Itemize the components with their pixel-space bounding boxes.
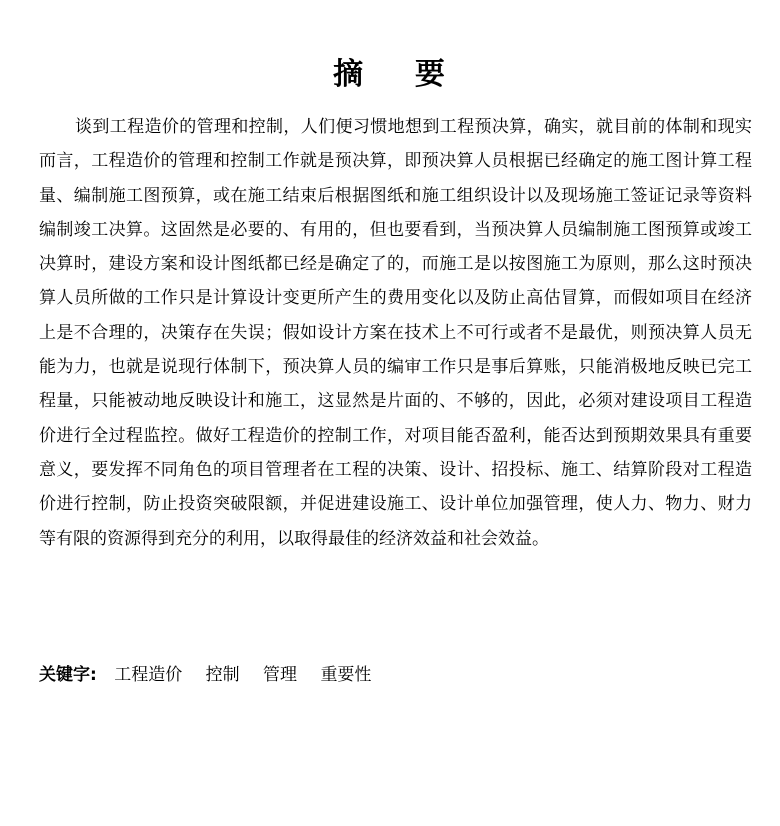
keywords-line	[39, 661, 752, 689]
keyword-item: 重要性	[320, 665, 372, 685]
abstract-title: 摘 要	[333, 57, 447, 92]
keywords-label: 关键字:	[39, 665, 97, 685]
keyword-item: 控制	[205, 665, 240, 685]
keyword-item: 工程造价	[114, 665, 183, 685]
abstract-body: 谈到工程造价的管理和控制，人们便习惯地想到工程预决算，确实，就目前的体制和现实而言，工程造价的管理和控制工作就是预决算，即预决算人员根据已经确定的施工图计算工程量、编制施工图预算，或在施工结束后根据图纸和施工组织设计以及现场施工签证记录等资料编制竣工决算。这固然是必要的、有用的，但也要看到，当预决算人员编制施工图预算或竣工决算时，建设方案和设计图纸都已经是确定了的，而施工是以按图施工为原则，那么这时预决算人员所做的工作只是计算设计变更所产生的费用变化以及防止高估冒算，而假如项目在经济上是不合理的，决策存在失误；假如设计方案在技术上不可行或者不是最优，则预决算人员无能为力，也就是说现行体制下，预决算人员的编审工作只是事后算账，只能消极地反映已完工程量，只能被动地反映设计和施工，这显然是片面的、不够的，因此，必须对建设项目工程造价进行全过程监控。做好工程造价的控制工作，对项目能否盈利，能否达到预期效果具有重要意义，要发挥不同角色的项目管理者在工程的决策、设计、招投标、施工、结算阶段对工程造价进行控制，防止投资突破限额，并促进建设施工、设计单位加强管理，使人力、物力、财力等有限的资源得到充分的利用，以取得最佳的经济效益和社会效益。	[39, 117, 752, 549]
keyword-item: 管理	[263, 665, 298, 685]
